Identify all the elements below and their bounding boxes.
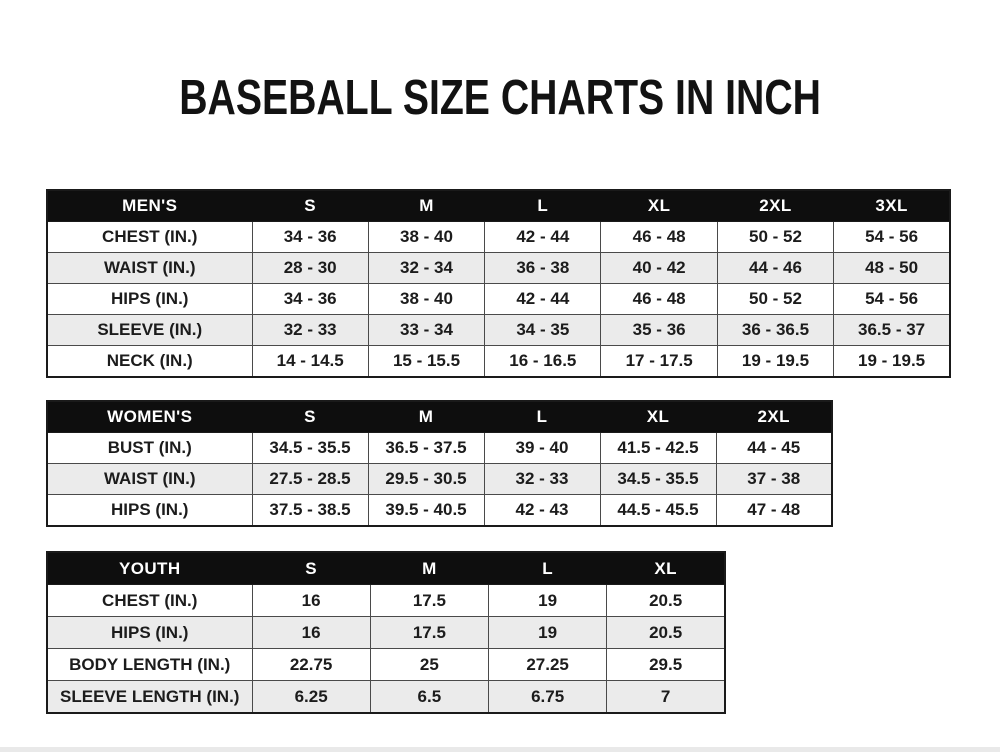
youth-size-value-cell: 29.5 <box>607 649 725 681</box>
youth-table-row <box>47 649 725 681</box>
mens-size-value-cell: 34 - 36 <box>252 284 368 315</box>
mens-size-value-cell: 28 - 30 <box>252 253 368 284</box>
womens-row-label-cell: BUST (IN.) <box>47 433 252 464</box>
mens-size-value-cell: 34 - 36 <box>252 222 368 253</box>
youth-size-header-cell: M <box>370 552 488 585</box>
mens-size-value-cell: 36 - 38 <box>485 253 601 284</box>
youth-table-row <box>47 681 725 714</box>
mens-size-value-cell: 50 - 52 <box>717 222 833 253</box>
mens-size-value-cell: 15 - 15.5 <box>368 346 484 378</box>
mens-size-table <box>46 189 951 378</box>
womens-size-value-cell: 39 - 40 <box>484 433 600 464</box>
mens-row-label-cell: SLEEVE (IN.) <box>47 315 252 346</box>
mens-size-value-cell: 50 - 52 <box>717 284 833 315</box>
youth-size-value-cell: 7 <box>607 681 725 714</box>
mens-size-value-cell: 46 - 48 <box>601 222 717 253</box>
mens-size-value-cell: 54 - 56 <box>834 284 950 315</box>
youth-size-value-cell: 16 <box>252 585 370 617</box>
mens-size-value-cell: 32 - 34 <box>368 253 484 284</box>
mens-table-row <box>47 315 950 346</box>
mens-size-value-cell: 14 - 14.5 <box>252 346 368 378</box>
youth-size-value-cell: 20.5 <box>607 585 725 617</box>
mens-group-header-cell: MEN'S <box>47 190 252 222</box>
youth-size-header-cell: L <box>489 552 607 585</box>
mens-size-value-cell: 46 - 48 <box>601 284 717 315</box>
womens-header-row <box>47 401 832 433</box>
youth-size-value-cell: 22.75 <box>252 649 370 681</box>
youth-row-label-cell: SLEEVE LENGTH (IN.) <box>47 681 252 714</box>
youth-size-value-cell: 25 <box>370 649 488 681</box>
mens-header-row <box>47 190 950 222</box>
scan-edge-strip <box>0 747 1000 752</box>
youth-size-value-cell: 19 <box>489 617 607 649</box>
mens-size-value-cell: 36.5 - 37 <box>834 315 950 346</box>
womens-size-value-cell: 34.5 - 35.5 <box>600 464 716 495</box>
mens-table-row <box>47 222 950 253</box>
youth-size-value-cell: 6.5 <box>370 681 488 714</box>
womens-size-value-cell: 44.5 - 45.5 <box>600 495 716 527</box>
youth-size-header-cell: XL <box>607 552 725 585</box>
mens-table-row <box>47 346 950 378</box>
mens-size-value-cell: 17 - 17.5 <box>601 346 717 378</box>
womens-size-value-cell: 29.5 - 30.5 <box>368 464 484 495</box>
womens-row-label-cell: HIPS (IN.) <box>47 495 252 527</box>
mens-size-value-cell: 44 - 46 <box>717 253 833 284</box>
womens-size-header-cell: XL <box>600 401 716 433</box>
mens-row-label-cell: CHEST (IN.) <box>47 222 252 253</box>
womens-size-value-cell: 39.5 - 40.5 <box>368 495 484 527</box>
womens-size-value-cell: 37.5 - 38.5 <box>252 495 368 527</box>
womens-size-value-cell: 27.5 - 28.5 <box>252 464 368 495</box>
mens-table-row <box>47 284 950 315</box>
womens-size-header-cell: S <box>252 401 368 433</box>
mens-size-value-cell: 48 - 50 <box>834 253 950 284</box>
womens-size-header-cell: 2XL <box>716 401 832 433</box>
youth-table-row <box>47 617 725 649</box>
youth-size-value-cell: 20.5 <box>607 617 725 649</box>
womens-size-header-cell: M <box>368 401 484 433</box>
mens-size-value-cell: 42 - 44 <box>485 222 601 253</box>
youth-size-value-cell: 27.25 <box>489 649 607 681</box>
mens-size-value-cell: 42 - 44 <box>485 284 601 315</box>
mens-row-label-cell: NECK (IN.) <box>47 346 252 378</box>
mens-size-value-cell: 34 - 35 <box>485 315 601 346</box>
womens-table-row <box>47 464 832 495</box>
womens-size-value-cell: 42 - 43 <box>484 495 600 527</box>
womens-group-header-cell: WOMEN'S <box>47 401 252 433</box>
mens-size-value-cell: 19 - 19.5 <box>717 346 833 378</box>
mens-size-value-cell: 19 - 19.5 <box>834 346 950 378</box>
mens-size-value-cell: 38 - 40 <box>368 222 484 253</box>
mens-row-label-cell: HIPS (IN.) <box>47 284 252 315</box>
youth-row-label-cell: CHEST (IN.) <box>47 585 252 617</box>
youth-header-row <box>47 552 725 585</box>
mens-size-value-cell: 35 - 36 <box>601 315 717 346</box>
youth-size-table <box>46 551 726 714</box>
youth-table-row <box>47 585 725 617</box>
mens-size-value-cell: 33 - 34 <box>368 315 484 346</box>
mens-size-header-cell: S <box>252 190 368 222</box>
youth-size-value-cell: 17.5 <box>370 585 488 617</box>
youth-size-value-cell: 17.5 <box>370 617 488 649</box>
mens-size-value-cell: 16 - 16.5 <box>485 346 601 378</box>
page-title: BASEBALL SIZE CHARTS IN INCH <box>179 71 821 125</box>
womens-size-value-cell: 36.5 - 37.5 <box>368 433 484 464</box>
youth-size-value-cell: 6.25 <box>252 681 370 714</box>
womens-table-row <box>47 495 832 527</box>
youth-row-label-cell: BODY LENGTH (IN.) <box>47 649 252 681</box>
mens-size-header-cell: 2XL <box>717 190 833 222</box>
womens-size-table <box>46 400 833 527</box>
youth-size-value-cell: 19 <box>489 585 607 617</box>
womens-row-label-cell: WAIST (IN.) <box>47 464 252 495</box>
mens-size-value-cell: 38 - 40 <box>368 284 484 315</box>
mens-size-header-cell: XL <box>601 190 717 222</box>
mens-table-row <box>47 253 950 284</box>
womens-size-value-cell: 41.5 - 42.5 <box>600 433 716 464</box>
youth-group-header-cell: YOUTH <box>47 552 252 585</box>
mens-size-header-cell: M <box>368 190 484 222</box>
youth-size-value-cell: 16 <box>252 617 370 649</box>
youth-size-header-cell: S <box>252 552 370 585</box>
womens-size-value-cell: 32 - 33 <box>484 464 600 495</box>
womens-size-header-cell: L <box>484 401 600 433</box>
womens-size-value-cell: 37 - 38 <box>716 464 832 495</box>
womens-size-value-cell: 44 - 45 <box>716 433 832 464</box>
page-title-container <box>0 70 1000 126</box>
youth-row-label-cell: HIPS (IN.) <box>47 617 252 649</box>
womens-size-value-cell: 34.5 - 35.5 <box>252 433 368 464</box>
womens-table-row <box>47 433 832 464</box>
youth-size-value-cell: 6.75 <box>489 681 607 714</box>
mens-size-value-cell: 32 - 33 <box>252 315 368 346</box>
mens-row-label-cell: WAIST (IN.) <box>47 253 252 284</box>
mens-size-value-cell: 40 - 42 <box>601 253 717 284</box>
mens-size-value-cell: 54 - 56 <box>834 222 950 253</box>
mens-size-header-cell: L <box>485 190 601 222</box>
mens-size-value-cell: 36 - 36.5 <box>717 315 833 346</box>
womens-size-value-cell: 47 - 48 <box>716 495 832 527</box>
mens-size-header-cell: 3XL <box>834 190 950 222</box>
